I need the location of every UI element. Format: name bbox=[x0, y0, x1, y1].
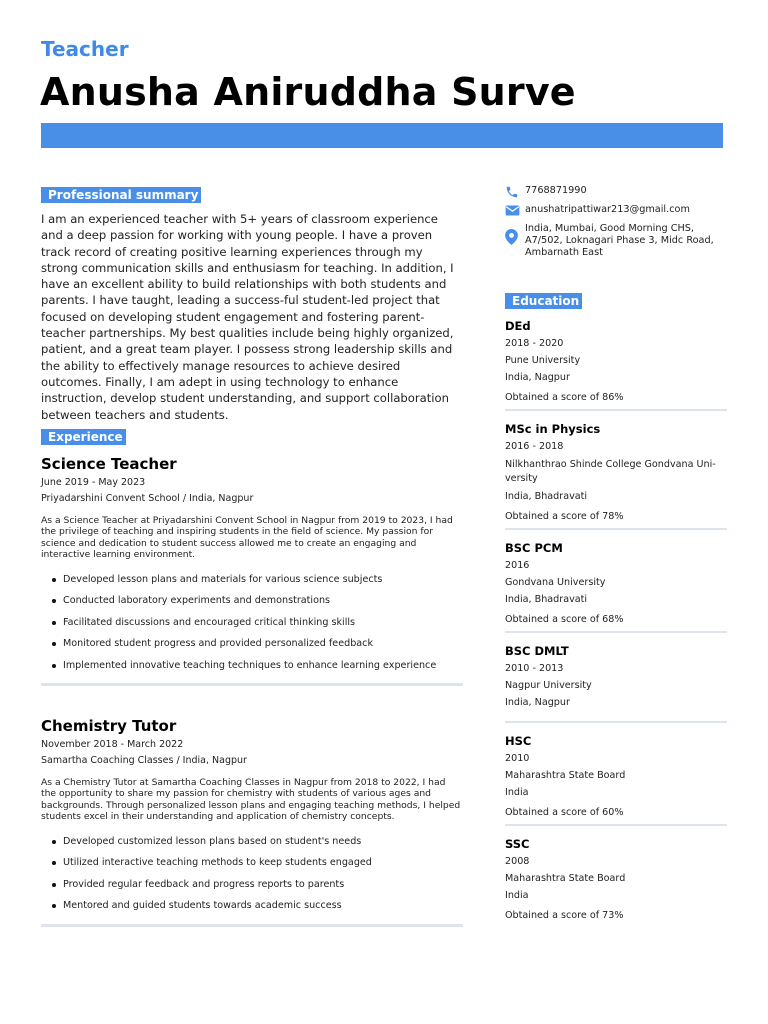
email-icon bbox=[505, 204, 520, 217]
job-description: As a Science Teacher at Priyadarshini Convent School in Nagpur from 2019 to 2023, I had the privilege of teaching and inspiring students in the field of science. My passion for science and dedication to student success allowed me to create an engaging and interactive learning environment. bbox=[41, 515, 453, 561]
experience-heading: Experience bbox=[41, 429, 126, 445]
phone-icon bbox=[505, 185, 519, 199]
edu-degree: HSC bbox=[505, 734, 532, 748]
edu-degree: BSC PCM bbox=[505, 541, 563, 555]
resume-role: Teacher bbox=[41, 37, 129, 61]
education-list bbox=[505, 319, 727, 921]
edu-years: 2016 - 2018 bbox=[505, 441, 564, 452]
job-bullet: Monitored student progress and provided personalized feedback bbox=[41, 637, 463, 659]
job-bullet: Utilized interactive teaching methods to keep students engaged bbox=[41, 856, 463, 878]
edu-location: India, Nagpur bbox=[505, 372, 570, 383]
header-accent-bar bbox=[41, 123, 723, 148]
education-item bbox=[505, 319, 727, 411]
job-bullet-list bbox=[41, 835, 463, 921]
edu-school: Pune University bbox=[505, 355, 581, 366]
divider bbox=[505, 528, 727, 530]
job-dates: November 2018 - March 2022 bbox=[41, 739, 184, 750]
education-heading: Education bbox=[505, 293, 582, 309]
edu-score: Obtained a score of 68% bbox=[505, 614, 624, 625]
divider bbox=[505, 824, 727, 826]
edu-location: India, Bhadravati bbox=[505, 491, 588, 502]
job-entry bbox=[41, 455, 463, 686]
edu-degree: DEd bbox=[505, 319, 531, 333]
edu-location: India, Bhadravati bbox=[505, 594, 588, 605]
contact-address bbox=[505, 223, 730, 259]
divider bbox=[505, 409, 727, 411]
divider bbox=[505, 631, 727, 633]
address-text: India, Mumbai, Good Morning CHS, A7/502, Loknagari Phase 3, Midc Road, Ambarnath East bbox=[525, 223, 714, 258]
edu-school: Maharashtra State Board bbox=[505, 770, 626, 781]
education-item bbox=[505, 644, 727, 723]
edu-school: Nagpur University bbox=[505, 680, 592, 691]
job-bullet: Conducted laboratory experiments and demonstrations bbox=[41, 594, 463, 616]
edu-location: India bbox=[505, 890, 529, 901]
summary-text: I am an experienced teacher with 5+ years of classroom experience and a deep passion for working with young people. I have a proven track record of creating positive learning experiences through my strong communication skills and enthusiasm for teaching. In addition, I have an excellent ability to build relationships with both students and parents. I have taught, leading a success-ful student-led project that focused on developing student engagement and fostering parent-teacher partnerships. My best qualities include being highly organized, patient, and a great team player. I possess strong leadership skills and the ability to effectively manage resources to achieve desired outcomes. Finally, I am adept in using technology to enhance instruction, develop student understanding, and support collaboration between teachers and students. bbox=[41, 212, 454, 422]
resume-name: Anusha Aniruddha Surve bbox=[40, 70, 576, 114]
job-bullet: Mentored and guided students towards academic success bbox=[41, 899, 463, 921]
contact-block bbox=[505, 185, 730, 259]
job-bullet-list bbox=[41, 573, 463, 681]
job-place: Priyadarshini Convent School / India, Nagpur bbox=[41, 493, 254, 504]
education-item bbox=[505, 837, 727, 921]
education-item bbox=[505, 422, 727, 530]
divider bbox=[41, 924, 463, 927]
edu-score: Obtained a score of 73% bbox=[505, 910, 624, 921]
edu-years: 2018 - 2020 bbox=[505, 338, 564, 349]
job-title: Chemistry Tutor bbox=[41, 717, 177, 735]
edu-degree: SSC bbox=[505, 837, 530, 851]
edu-degree: MSc in Physics bbox=[505, 422, 601, 436]
edu-school: Maharashtra State Board bbox=[505, 873, 626, 884]
summary-heading: Professional summary bbox=[41, 187, 201, 203]
job-title: Science Teacher bbox=[41, 455, 177, 473]
edu-location: India, Nagpur bbox=[505, 697, 570, 708]
education-item bbox=[505, 541, 727, 633]
contact-email bbox=[505, 204, 730, 223]
edu-score: Obtained a score of 60% bbox=[505, 807, 624, 818]
job-bullet: Facilitated discussions and encouraged critical thinking skills bbox=[41, 616, 463, 638]
edu-degree: BSC DMLT bbox=[505, 644, 569, 658]
job-place: Samartha Coaching Classes / India, Nagpur bbox=[41, 755, 247, 766]
edu-years: 2008 bbox=[505, 856, 530, 867]
contact-phone bbox=[505, 185, 730, 204]
edu-school: Nilkhanthrao Shinde College Gondvana Uni-versity bbox=[505, 459, 716, 484]
job-bullet: Developed customized lesson plans based on student's needs bbox=[41, 835, 463, 857]
edu-years: 2016 bbox=[505, 560, 530, 571]
edu-location: India bbox=[505, 787, 529, 798]
job-description: As a Chemistry Tutor at Samartha Coaching Classes in Nagpur from 2018 to 2022, I had the opportunity to share my passion for chemistry with students of various ages and backgrounds. Through personalized lesson plans and engaging teaching methods, I helped students excel in their understanding and application of chemistry concepts. bbox=[41, 777, 461, 823]
edu-score: Obtained a score of 86% bbox=[505, 392, 624, 403]
edu-school: Gondvana University bbox=[505, 577, 606, 588]
job-dates: June 2019 - May 2023 bbox=[41, 477, 146, 488]
phone-number[interactable]: 7768871990 bbox=[525, 185, 587, 196]
divider bbox=[505, 721, 727, 723]
job-bullet: Implemented innovative teaching techniques to enhance learning experience bbox=[41, 659, 463, 681]
job-bullet: Developed lesson plans and materials for various science subjects bbox=[41, 573, 463, 595]
education-item bbox=[505, 734, 727, 826]
edu-years: 2010 - 2013 bbox=[505, 663, 564, 674]
edu-years: 2010 bbox=[505, 753, 530, 764]
location-pin-icon bbox=[505, 229, 518, 245]
job-entry bbox=[41, 717, 463, 927]
email-address[interactable]: anushatripattiwar213@gmail.com bbox=[525, 204, 690, 215]
job-bullet: Provided regular feedback and progress reports to parents bbox=[41, 878, 463, 900]
edu-score: Obtained a score of 78% bbox=[505, 511, 624, 522]
divider bbox=[41, 683, 463, 686]
